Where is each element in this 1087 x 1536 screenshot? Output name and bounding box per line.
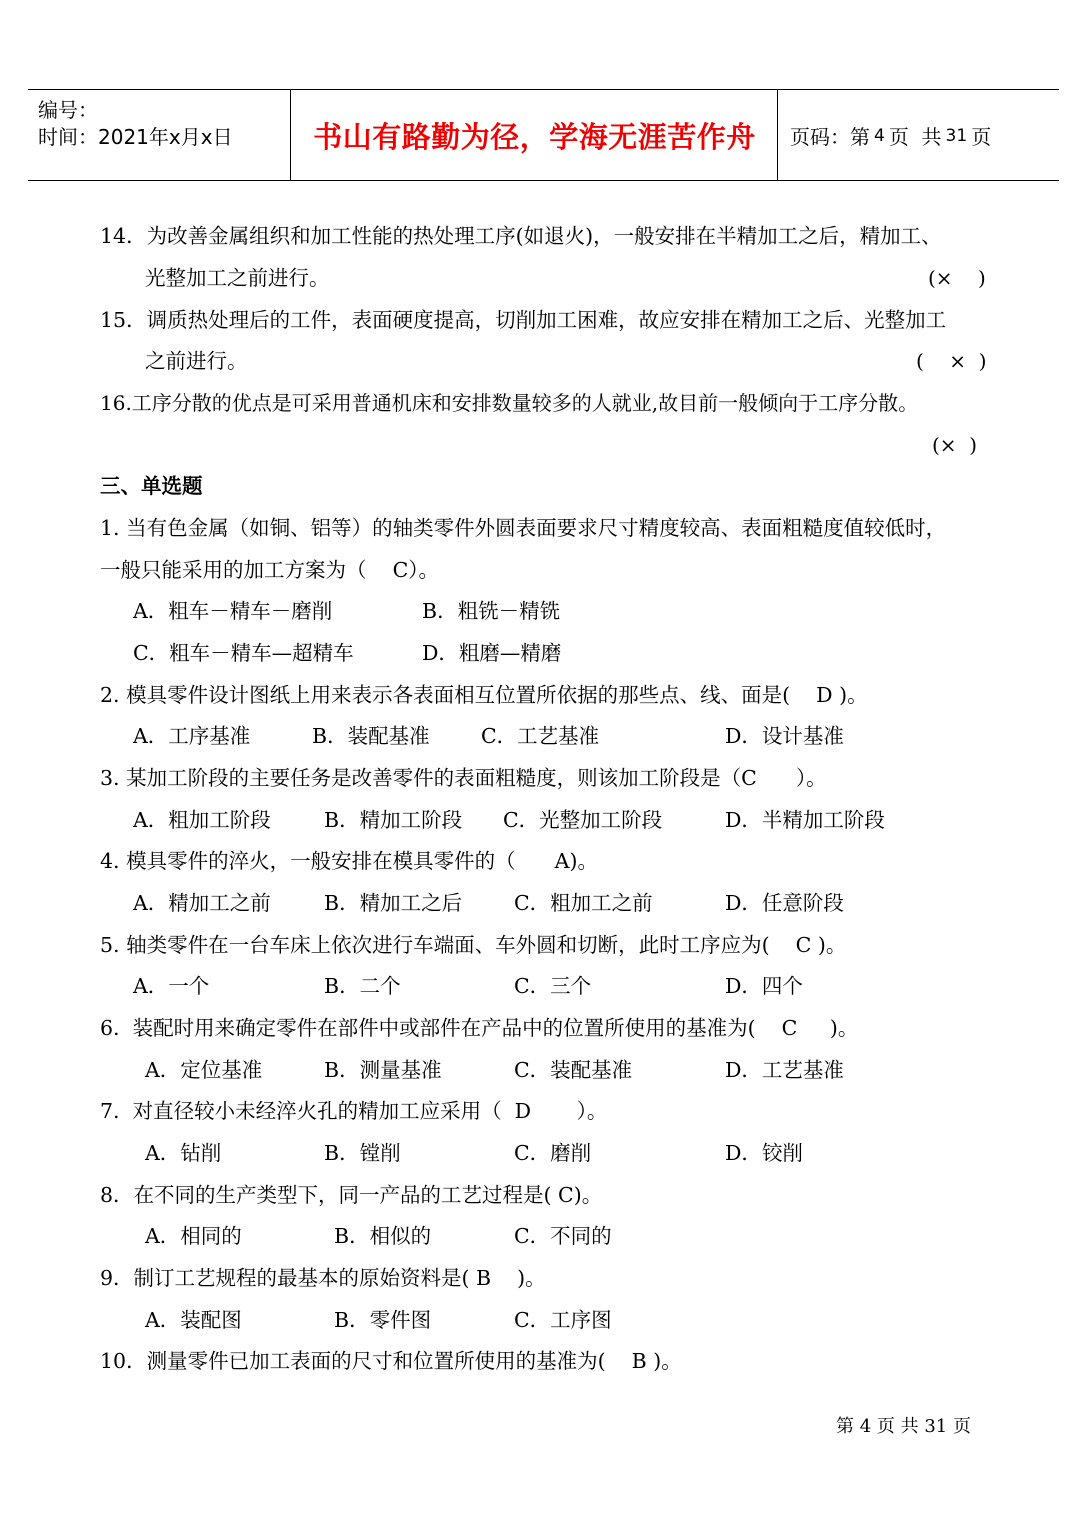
q5-text: 5. 轴类零件在一台车床上依次进行车端面、车外圆和切断，此时工序应为( C )。 xyxy=(100,933,847,957)
q3-text: 3. 某加工阶段的主要任务是改善零件的表面粗糙度，则该加工阶段是（C ）。 xyxy=(100,766,827,790)
page-suffix: 页 xyxy=(971,125,992,149)
q4-text: 4. 模具零件的淬火，一般安排在模具零件的（ A)。 xyxy=(100,849,598,873)
q6-option-a: A．定位基准 xyxy=(145,1058,263,1082)
q7-option-d: D．铰削 xyxy=(725,1141,803,1165)
header-divider-right xyxy=(777,90,778,181)
q6-option-b: B．测量基准 xyxy=(324,1058,442,1082)
q5-option-a: A．一个 xyxy=(133,974,210,998)
q6-option-c: C．装配基准 xyxy=(514,1058,633,1082)
q10-text: 10．测量零件已加工表面的尺寸和位置所使用的基准为( B )。 xyxy=(100,1349,682,1373)
q3-option-a: A．粗加工阶段 xyxy=(133,808,271,832)
q2-option-d: D．设计基准 xyxy=(725,724,844,748)
q2-text: 2. 模具零件设计图纸上用来表示各表面相互位置所依据的那些点、线、面是( D )。 xyxy=(100,683,868,707)
q8-option-b: B．相似的 xyxy=(334,1224,432,1248)
q1-line1: 1. 当有色金属（如铜、铝等）的轴类零件外圆表面要求尺寸精度较高、表面粗糙度值较低时， xyxy=(100,516,947,540)
time-label: 时间：2021年x月x日 xyxy=(38,125,233,149)
section-title: 三、单选题 xyxy=(100,474,203,498)
page-number: 4 xyxy=(874,125,885,146)
q9-option-c: C．工序图 xyxy=(514,1308,612,1332)
q1-option-d: D．粗磨—精磨 xyxy=(422,641,562,665)
q5-option-c: C．三个 xyxy=(514,974,592,998)
tf-14-answer: (× ) xyxy=(928,266,986,290)
q5-option-b: B．二个 xyxy=(324,974,401,998)
q8-option-c: C．不同的 xyxy=(514,1224,612,1248)
q3-option-d: D．半精加工阶段 xyxy=(725,808,885,832)
q4-option-c: C．粗加工之前 xyxy=(514,891,653,915)
header-left-cell xyxy=(38,90,290,181)
q8-text: 8．在不同的生产类型下，同一产品的工艺过程是( C)。 xyxy=(100,1183,603,1207)
q2-option-b: B．装配基准 xyxy=(312,724,430,748)
q7-option-c: C．磨削 xyxy=(514,1141,592,1165)
tf-16-answer: (× ) xyxy=(932,433,978,457)
q8-option-a: A．相同的 xyxy=(145,1224,242,1248)
tf-15-answer: ( × ) xyxy=(916,349,987,373)
tf-15-line1: 15．调质热处理后的工件，表面硬度提高，切削加工困难，故应安排在精加工之后、光整加工 xyxy=(100,308,947,332)
q6-option-d: D．工艺基准 xyxy=(725,1058,844,1082)
header-page-info xyxy=(790,90,1050,181)
page-footer: 第 4 页 共 31 页 xyxy=(836,1416,971,1437)
q7-option-a: A．钻削 xyxy=(145,1141,222,1165)
page-total: 31 xyxy=(945,125,968,146)
q9-option-b: B．零件图 xyxy=(334,1308,432,1332)
q1-line2: 一般只能采用的加工方案为（ C）。 xyxy=(100,558,439,582)
page-mid: 页 共 xyxy=(888,125,942,149)
q1-option-c: C．粗车－精车—超精车 xyxy=(133,641,354,665)
q1-option-a: A．粗车－精车－磨削 xyxy=(133,599,333,623)
q9-option-a: A．装配图 xyxy=(145,1308,242,1332)
tf-14-line1: 14．为改善金属组织和加工性能的热处理工序(如退火)，一般安排在半精加工之后，精加工、 xyxy=(100,224,942,248)
q3-option-b: B．精加工阶段 xyxy=(324,808,463,832)
q2-option-a: A．工序基准 xyxy=(133,724,251,748)
q1-option-b: B．粗铣－精铣 xyxy=(422,599,561,623)
q5-option-d: D．四个 xyxy=(725,974,803,998)
q7-text: 7. 对直径较小未经淬火孔的精加工应采用（ D ）。 xyxy=(100,1099,608,1123)
page-header xyxy=(28,89,1059,181)
tf-14-line2: 光整加工之前进行。 xyxy=(145,266,330,290)
q2-option-c: C．工艺基准 xyxy=(481,724,600,748)
header-motto: 书山有路勤为径，学海无涯苦作舟 xyxy=(313,120,756,154)
number-label: 编号： xyxy=(38,98,98,122)
q7-option-b: B．镗削 xyxy=(324,1141,401,1165)
q9-text: 9．制订工艺规程的最基本的原始资料是( B )。 xyxy=(100,1266,546,1290)
tf-16-line1: 16.工序分散的优点是可采用普通机床和安排数量较多的人就业,故目前一般倾向于工序分散。 xyxy=(100,391,919,415)
q4-option-a: A．精加工之前 xyxy=(133,891,271,915)
q4-option-d: D．任意阶段 xyxy=(725,891,844,915)
page-prefix: 页码：第 xyxy=(790,125,870,149)
q6-text: 6. 装配时用来确定零件在部件中或部件在产品中的位置所使用的基准为( C )。 xyxy=(100,1016,859,1040)
tf-15-line2: 之前进行。 xyxy=(145,349,248,373)
q4-option-b: B．精加工之后 xyxy=(324,891,463,915)
q3-option-c: C．光整加工阶段 xyxy=(503,808,663,832)
